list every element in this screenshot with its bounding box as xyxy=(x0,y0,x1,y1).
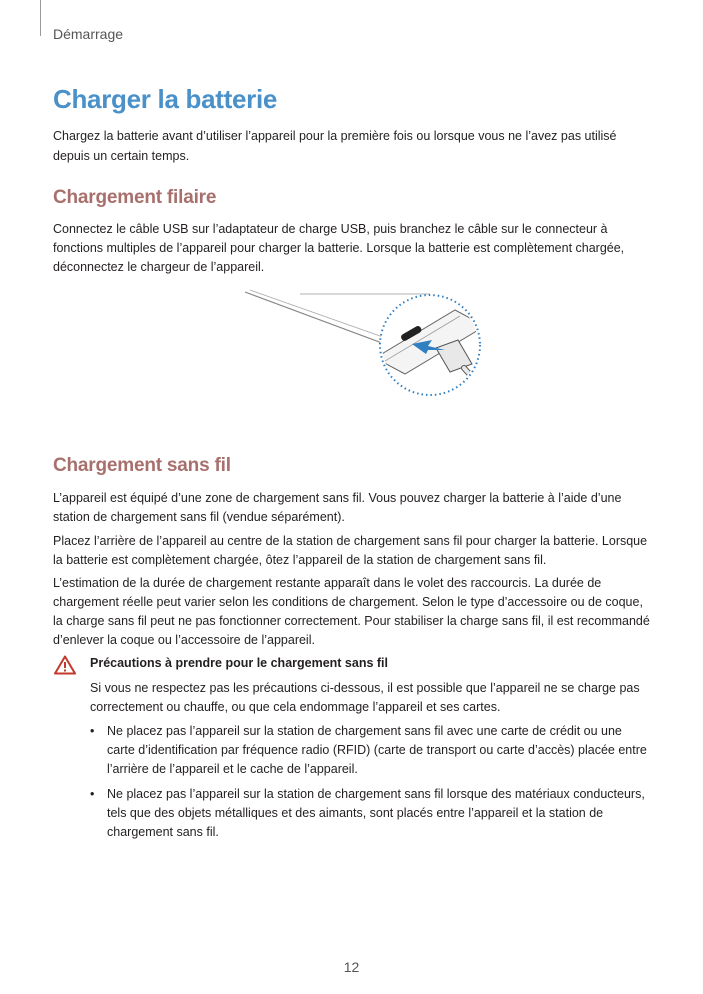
wireless-paragraph-3: L’estimation de la durée de chargement restante apparaît dans le volet des raccourcis. La durée de chargement réelle peut varier selon les conditions de chargement. Selon le type d’accessoire ou de coque, la charge sans fil peut ne pas fonctionner correctement. Pour stabiliser la charge sans fil, il est recommandé d’enlever la coque ou l’accessoire de l’appareil. xyxy=(53,576,650,647)
warning-triangle-icon xyxy=(54,655,76,675)
bullet-mark: • xyxy=(90,787,95,801)
bullet-mark: • xyxy=(90,724,95,738)
bullet-text: Ne placez pas l’appareil sur la station de chargement sans fil avec une carte de crédit ou une carte d’identification par fréquence radio (RFID) (carte de transport ou carte d’accès) placée entre l’arrière de l’appareil et le cache de l’appareil. xyxy=(107,724,647,776)
intro-paragraph: Chargez la batterie avant d’utiliser l’appareil pour la première fois ou lorsque vous ne l’avez pas utilisé depuis un certain temps. xyxy=(53,129,617,163)
list-item xyxy=(90,722,650,779)
section-heading-wireless: Chargement sans fil xyxy=(53,455,231,476)
list-item xyxy=(90,785,650,842)
bullet-text: Ne placez pas l’appareil sur la station de chargement sans fil lorsque des matériaux conducteurs, tels que des objets métalliques et des aimants, sont placés entre l’appareil et la station de chargement sans fil. xyxy=(107,787,645,839)
wireless-paragraph-2: Placez l’arrière de l’appareil au centre de la station de chargement sans fil pour charger la batterie. Lorsque la batterie est complètement chargée, ôtez l’appareil de la station de chargement sans fil. xyxy=(53,534,648,567)
caution-bullet-list xyxy=(90,722,650,779)
wireless-paragraph-1: L’appareil est équipé d’une zone de chargement sans fil. Vous pouvez charger la batterie à l’aide d’une station de chargement sans fil (vendue séparément). xyxy=(53,491,622,524)
wired-paragraph: Connectez le câble USB sur l’adaptateur de charge USB, puis branchez le câble sur le connecteur à fonctions multiples de l’appareil pour charger la batterie. Lorsque la batterie est complètement chargée, déconnectez le chargeur de l’appareil. xyxy=(53,222,625,274)
page-title: Charger la batterie xyxy=(53,84,278,114)
running-header: Démarrage xyxy=(53,26,124,42)
charging-cable-illustration xyxy=(240,288,500,418)
page-number: 12 xyxy=(343,959,360,975)
caution-bullet-list-2 xyxy=(90,785,650,842)
page-corner-mark xyxy=(40,0,41,36)
section-heading-wired: Chargement filaire xyxy=(53,187,217,208)
caution-intro: Si vous ne respectez pas les précautions ci-dessous, il est possible que l’appareil ne se charge pas correctement ou chauffe, ou que cela endommage l’appareil et ses cartes. xyxy=(90,681,640,714)
caution-title: Précautions à prendre pour le chargement sans fil xyxy=(90,656,389,670)
